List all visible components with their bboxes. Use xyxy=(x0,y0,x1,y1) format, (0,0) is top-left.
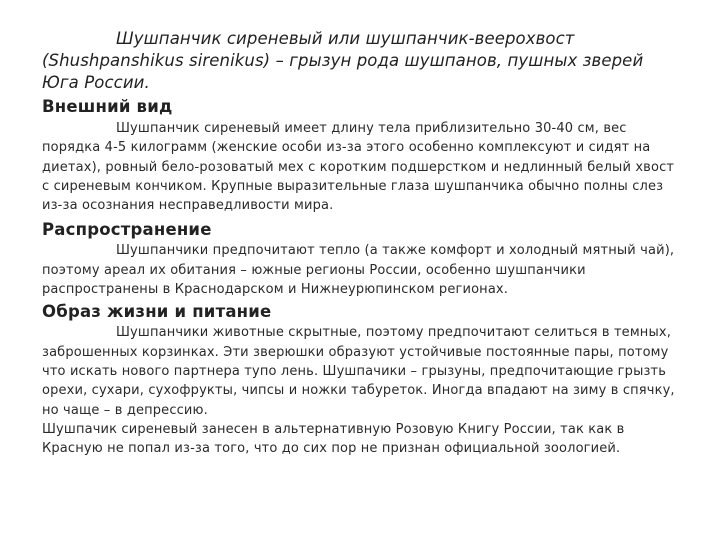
section-heading-distribution: Распространение xyxy=(42,220,212,240)
section-heading-lifestyle: Образ жизни и питание xyxy=(42,302,272,322)
section-text-appearance: Шушпанчик сиреневый имеет длину тела приблизительно 30-40 см, вес порядка 4-5 килограмм (женские особи из-за этого особенно комплексуют и сидят на диетах), ровный бело-розоватый мех с коротким подшерстком и недлинный белый хвост с сиреневым кончиком. Крупные выразительные глаза шушпанчика обычно полны слез из-за осознания несправедливости мира. xyxy=(42,121,675,214)
section-text-lifestyle: Шушпанчики животные скрытные, поэтому предпочитают селиться в темных, заброшенных корзинках. Эти зверюшки образуют устойчивые постоянные пары, потому что искать нового партнера тупо лень. Шушпачики – грызуны, предпочитающие грызть орехи, сухари, сухофрукты, чипсы и ножки табуреток. Иногда впадают на зиму в спячку, но чаще – в депрессию. xyxy=(42,325,675,418)
section-text-distribution: Шушпанчики предпочитают тепло (а также комфорт и холодный мятный чай), поэтому ареал их обитания – южные регионы России, особенно шушпанчики распространены в Краснодарском и Нижнеурюпинском регионах. xyxy=(42,243,675,298)
section-heading-appearance: Внешний вид xyxy=(42,97,173,116)
document-page xyxy=(42,26,682,458)
document-title: Шушпанчик сиреневый или шушпанчик-веерохвост (Shushpanshikus sirenikus) – грызун рода шушпанов, пушных зверей Юга России. xyxy=(42,29,644,92)
section-text-red-book-note: Шушпачик сиреневый занесен в альтернативную Розовую Книгу России, так как в Красную не попал из-за того, что до сих пор не признан официальной зоологией. xyxy=(42,421,625,457)
